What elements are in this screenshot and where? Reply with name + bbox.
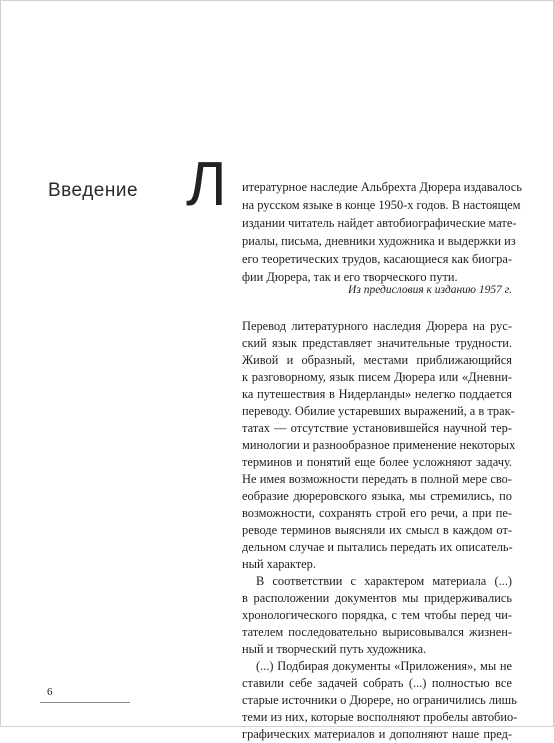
- body-line: теми из них, которые восполняют пробелы автобио-: [242, 710, 518, 724]
- page-number: 6: [47, 686, 53, 698]
- intro-line: его теоретических трудов, касающиеся как биогра-: [242, 252, 512, 266]
- section-heading: Введение: [48, 180, 139, 201]
- body-line: татах — отсутствие установившейся научной тер-: [242, 421, 512, 435]
- body-line: минологии и разнообразное применение некоторых: [242, 438, 516, 452]
- body-line: тателем последовательно вырисовывался жизнен-: [242, 625, 512, 639]
- intro-line: итературное наследие Альбрехта Дюрера издавалось: [242, 180, 522, 194]
- body-line: (...) Подбирая документы «Приложения», мы не: [256, 659, 512, 673]
- body-line: реводе терминов выясняли их смысл в каждом от-: [242, 523, 512, 537]
- body-text: [242, 318, 518, 743]
- body-line: Не имея возможности передать в полной мере сво-: [242, 472, 512, 486]
- body-line: еобразие дюреровского языка, мы стремились, по: [242, 489, 512, 503]
- body-line: ный и творческий путь художника.: [242, 642, 427, 656]
- intro-line: на русском языке в конце 1950-х годов. В настоящем: [242, 198, 521, 212]
- intro-paragraph: [242, 178, 522, 286]
- intro-line: риалы, письма, дневники художника и выдержки из: [242, 234, 516, 248]
- body-line: Перевод литературного наследия Дюрера на рус-: [242, 319, 512, 333]
- body-line: переводу. Обилие устаревших выражений, а в трак-: [242, 404, 515, 418]
- body-line: ка путешествия в Нидерланды» нелегко поддается: [242, 387, 512, 401]
- body-line: дельном случае и пытались передать их описатель-: [242, 540, 513, 554]
- intro-line: фии Дюрера, так и его творческого пути.: [242, 270, 458, 284]
- intro-line: издании читатель найдет автобиографические мате-: [242, 216, 517, 230]
- body-line: хронологического порядка, с тем чтобы перед чи-: [242, 608, 512, 622]
- drop-cap: Л: [186, 150, 227, 219]
- body-line: к разговорному, язык писем Дюрера или «Дневни-: [242, 370, 512, 384]
- body-line: в расположении документов мы придерживались: [242, 591, 512, 605]
- body-line: старые источники о Дюрере, но ограничились лишь: [242, 693, 517, 707]
- body-line: ставили себе задачей собрать (...) полностью все: [242, 676, 512, 690]
- attribution: Из предисловия к изданию 1957 г.: [348, 284, 512, 296]
- body-line: ный характер.: [242, 557, 316, 571]
- body-line: графических материалов и дополняют наше пред-: [242, 727, 512, 741]
- body-line: возможности, сохранять строй его речи, а при пе-: [242, 506, 512, 520]
- body-line: ский язык представляет значительные трудности.: [242, 336, 512, 350]
- body-line: терминов и понятий еще более усложняют задачу.: [242, 455, 512, 469]
- footer-rule: [40, 702, 130, 703]
- body-line: Живой и образный, местами приближающийся: [242, 353, 512, 367]
- body-line: В соответствии с характером материала (...): [256, 574, 512, 588]
